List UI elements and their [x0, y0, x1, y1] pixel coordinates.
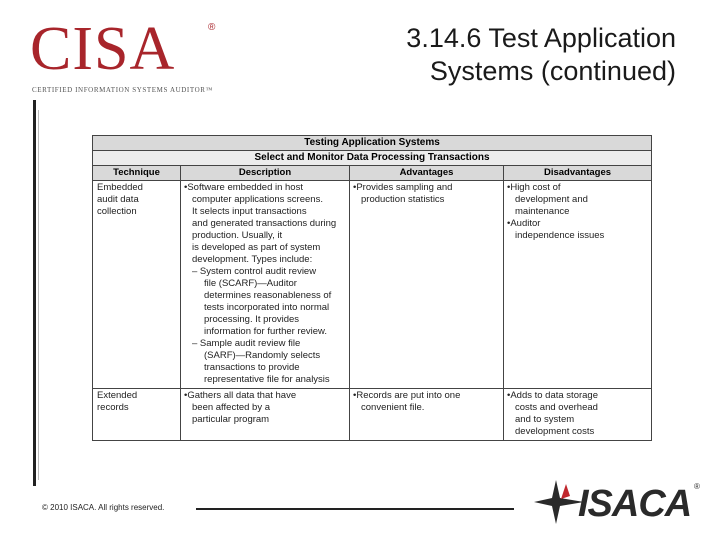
cell-line: information for further review.: [204, 326, 328, 337]
description-cell: [181, 389, 350, 441]
cell-line: convenient file.: [361, 402, 425, 413]
cisa-logo: [30, 15, 230, 98]
bullet-icon: •: [353, 182, 357, 193]
cell-line: development and: [515, 194, 588, 205]
cell-line: transactions to provide: [204, 362, 300, 373]
cell-line: audit data: [97, 194, 139, 205]
cell-line: processing. It provides: [204, 314, 300, 325]
cisa-tagline: CERTIFIED INFORMATION SYSTEMS AUDITOR™: [32, 86, 213, 94]
cell-line: Embedded: [97, 182, 143, 193]
table-row: [93, 389, 652, 441]
table-row: [93, 181, 652, 389]
testing-application-systems-table: [92, 135, 652, 441]
cell-line: – System control audit review: [192, 266, 317, 277]
table-title: Testing Application Systems: [93, 136, 652, 151]
bullet-icon: •: [353, 390, 357, 401]
cell-line: tests incorporated into normal: [204, 302, 330, 313]
cell-line: Adds to data storage: [510, 390, 598, 401]
left-vertical-rule: [33, 100, 36, 486]
cell-line: development costs: [515, 426, 595, 437]
cell-line: (SARF)—Randomly selects: [204, 350, 321, 361]
cell-line: maintenance: [515, 206, 570, 217]
bullet-icon: •: [507, 218, 511, 229]
cell-line: production statistics: [361, 194, 445, 205]
cell-line: computer applications screens.: [192, 194, 323, 205]
advantages-cell: [350, 389, 504, 441]
cell-line: It selects input transactions: [192, 206, 307, 217]
left-vertical-rule-thin: [38, 110, 39, 480]
cell-line: and generated transactions during: [192, 218, 337, 229]
cell-line: Auditor: [510, 218, 541, 229]
cell-line: file (SCARF)—Auditor: [204, 278, 297, 289]
cell-line: Provides sampling and: [356, 182, 453, 193]
bullet-icon: •: [507, 182, 511, 193]
technique-cell: [93, 181, 181, 389]
disadvantages-cell: [504, 181, 652, 389]
cell-line: costs and overhead: [515, 402, 598, 413]
cell-line: been affected by a: [192, 402, 270, 413]
disadvantages-cell: [504, 389, 652, 441]
slide-title-line1: 3.14.6 Test Application: [406, 23, 676, 53]
cell-line: Records are put into one: [356, 390, 461, 401]
column-header-description: Description: [181, 166, 350, 181]
bullet-icon: •: [507, 390, 511, 401]
isaca-logo: [530, 478, 700, 526]
cell-line: development. Types include:: [192, 254, 313, 265]
column-header-disadvantages: Disadvantages: [504, 166, 652, 181]
technique-cell: [93, 389, 181, 441]
cisa-logo-text: CISA: [30, 15, 176, 83]
advantages-cell: [350, 181, 504, 389]
column-header-advantages: Advantages: [350, 166, 504, 181]
cell-line: particular program: [192, 414, 270, 425]
testing-table-container: [92, 135, 651, 441]
cell-line: and to system: [515, 414, 575, 425]
cell-line: Gathers all data that have: [187, 390, 297, 401]
bullet-icon: •: [184, 390, 188, 401]
cell-line: Extended: [97, 390, 138, 401]
cell-line: representative file for analysis: [204, 374, 330, 385]
bullet-icon: •: [184, 182, 188, 193]
footer-rule: [196, 508, 514, 510]
cisa-registered-mark: ®: [208, 22, 216, 33]
description-cell: [181, 181, 350, 389]
slide-title-line2: Systems (continued): [429, 56, 676, 86]
slide-title: [276, 22, 676, 88]
copyright-text: © 2010 ISACA. All rights reserved.: [42, 503, 165, 512]
cell-line: production. Usually, it: [192, 230, 283, 241]
cell-line: independence issues: [515, 230, 605, 241]
cell-line: Software embedded in host: [187, 182, 303, 193]
cell-line: High cost of: [510, 182, 561, 193]
cell-line: records: [97, 402, 129, 413]
column-header-technique: Technique: [93, 166, 181, 181]
isaca-registered-mark: ®: [694, 482, 700, 491]
cell-line: collection: [97, 206, 137, 217]
isaca-logo-text: ISACA: [578, 483, 692, 525]
cell-line: – Sample audit review file: [192, 338, 301, 349]
cell-line: determines reasonableness of: [204, 290, 332, 301]
cell-line: is developed as part of system: [192, 242, 321, 253]
table-subtitle: Select and Monitor Data Processing Transactions: [93, 151, 652, 166]
